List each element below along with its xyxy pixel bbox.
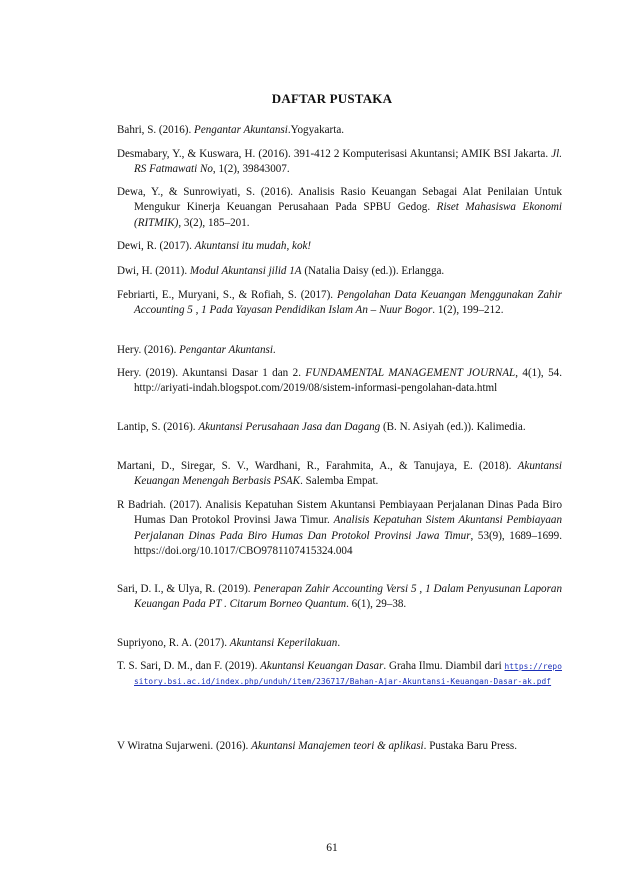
reference-entry: Bahri, S. (2016). Pengantar Akuntansi.Yogyakarta. <box>117 124 345 136</box>
reference-entry: Dewi, R. (2017). Akuntansi itu mudah, kok! <box>117 240 312 252</box>
page-number: 61 <box>326 842 338 854</box>
reference-entry: R Badriah. (2017). Analisis Kepatuhan Sistem Akuntansi Pembiayaan Perjalanan Dinas Pada Biro Humas Dan Protokol Provinsi Jawa Timur. Analisis Kepatuhan Sistem Akuntansi Pembiayaan Perjalanan Dinas Pada Biro Humas Dan Protokol Provinsi Jawa Timur, 53(9), 1689–1699. https://doi.org/10.1017/CBO9781107415324.004 <box>117 499 562 558</box>
reference-entry: V Wiratna Sujarweni. (2016). Akuntansi Manajemen teori & aplikasi. Pustaka Baru Press. <box>117 740 518 752</box>
reference-entry: Hery. (2016). Pengantar Akuntansi. <box>117 344 276 356</box>
reference-entry: Sari, D. I., & Ulya, R. (2019). Penerapan Zahir Accounting Versi 5 , 1 Dalam Penyusunan Laporan Keuangan Pada PT . Citarum Borneo Quantum. 6(1), 29–38. <box>117 583 562 611</box>
reference-entry: Desmabary, Y., & Kuswara, H. (2016). 391-412 2 Komputerisasi Akuntansi; AMIK BSI Jakarta. Jl. RS Fatmawati No, 1(2), 39843007. <box>117 148 562 176</box>
page-title: DAFTAR PUSTAKA <box>271 91 393 106</box>
reference-entry: Martani, D., Siregar, S. V., Wardhani, R., Farahmita, A., & Tanujaya, E. (2018). Akuntansi Keuangan Menengah Berbasis PSAK. Salemba Empat. <box>117 460 562 488</box>
reference-entry: T. S. Sari, D. M., dan F. (2019). Akuntansi Keuangan Dasar. Graha Ilmu. Diambil dari https://repository.bsi.ac.id/index.php/unduh/item/236717/Bahan-Ajar-Akuntansi-Keuangan-Dasar-ak.pdf <box>117 660 562 687</box>
reference-entry: Hery. (2019). Akuntansi Dasar 1 dan 2. FUNDAMENTAL MANAGEMENT JOURNAL, 4(1), 54. http://ariyati-indah.blogspot.com/2019/08/sistem-informasi-pengolahan-data.html <box>117 367 562 395</box>
reference-entry: Dewa, Y., & Sunrowiyati, S. (2016). Analisis Rasio Keuangan Sebagai Alat Penilaian Untuk Mengukur Kinerja Keuangan Perusahaan Pada SPBU Gedog. Riset Mahasiswa Ekonomi (RITMIK), 3(2), 185–201. <box>117 186 562 229</box>
reference-entry: Supriyono, R. A. (2017). Akuntansi Keperilakuan. <box>117 637 341 649</box>
reference-entry: Febriarti, E., Muryani, S., & Rofiah, S. (2017). Pengolahan Data Keuangan Menggunakan Zahir Accounting 5 , 1 Pada Yayasan Pendidikan Islam An – Nuur Bogor. 1(2), 199–212. <box>117 289 562 317</box>
reference-entry: Lantip, S. (2016). Akuntansi Perusahaan Jasa dan Dagang (B. N. Asiyah (ed.)). Kalimedia. <box>117 421 526 433</box>
repository-link[interactable]: https://repository.bsi.ac.id/index.php/unduh/item/236717/Bahan-Ajar-Akuntansi-Keuangan-Dasar-ak.pdf <box>134 662 562 687</box>
reference-entry: Dwi, H. (2011). Modul Akuntansi jilid 1A (Natalia Daisy (ed.)). Erlangga. <box>117 265 445 277</box>
